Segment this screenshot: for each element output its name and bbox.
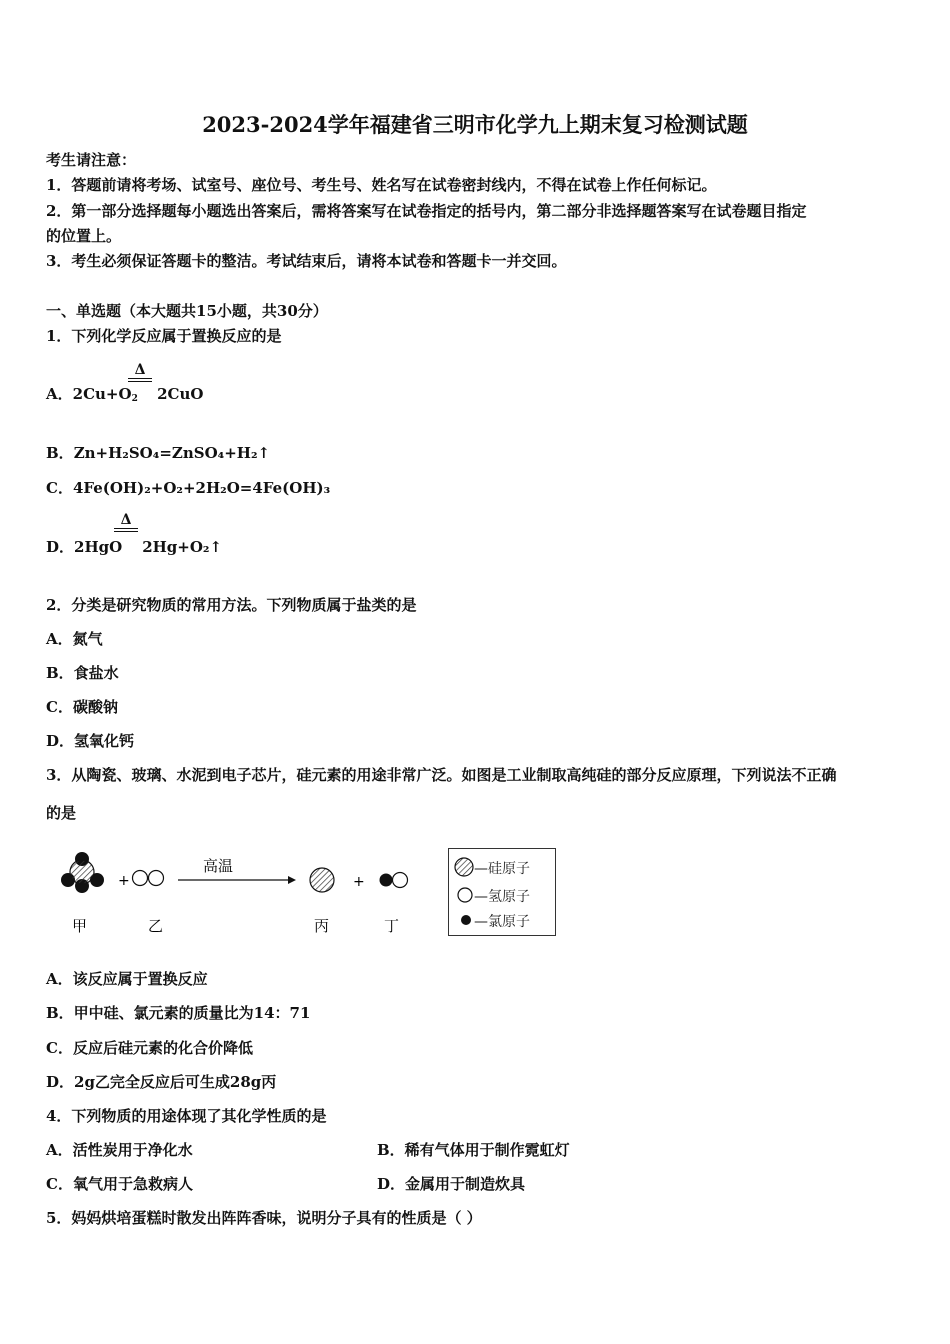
q4-option-c[interactable]: C．氧气用于急救病人 (46, 1175, 193, 1193)
q3-option-c[interactable]: C．反应后硅元素的化合价降低 (46, 1039, 253, 1057)
delta-symbol: Δ (120, 512, 132, 528)
option-label: B． (46, 444, 74, 462)
q3-option-a[interactable]: A．该反应属于置换反应 (46, 970, 208, 988)
q1-a-condition (128, 363, 152, 382)
notice-item-1: 1．答题前请将考场、试室号、座位号、考生号、姓名写在试卷密封线内，不得在试卷上作任何标记。 (46, 176, 717, 194)
notice-item-3: 3．考生必须保证答题卡的整洁。考试结束后，请将本试卷和答题卡一并交回。 (46, 252, 567, 270)
equation-right: 2Hg+O₂↑ (142, 538, 223, 556)
q2-option-d[interactable]: D．氢氧化钙 (46, 732, 135, 750)
legend-hydrogen: —氢原子 (474, 889, 530, 905)
silicon-atom (70, 860, 94, 884)
equation-left: 2Cu+O (72, 385, 132, 403)
equation: Zn+H₂SO₄=ZnSO₄+H₂↑ (73, 444, 271, 462)
notice-item-2-cont: 的位置上。 (46, 227, 122, 245)
equals-bar (128, 381, 152, 382)
equation: 4Fe(OH)₂+O₂+2H₂O=4Fe(OH)₃ (72, 479, 331, 497)
delta-symbol: Δ (134, 362, 146, 378)
option-label: C． (46, 479, 73, 497)
q1-stem: 1．下列化学反应属于置换反应的是 (46, 327, 282, 345)
option-label: A． (46, 385, 73, 403)
q4-option-d[interactable]: D．金属用于制造炊具 (377, 1175, 526, 1193)
subscript: 2 (131, 394, 138, 404)
q3-option-d[interactable]: D．2g乙完全反应后可生成28g丙 (46, 1073, 277, 1091)
molecule-jia (61, 852, 104, 893)
q3-stem-cont: 的是 (46, 804, 77, 822)
chlorine-atom (380, 874, 393, 887)
equals-bar (128, 378, 152, 379)
plus-sign: + (353, 874, 365, 890)
arrow-head (288, 876, 296, 884)
hydrogen-atom (393, 873, 408, 888)
equation-left: 2HgO (74, 538, 123, 556)
molecule-ding (380, 873, 408, 888)
q5-stem: 5．妈妈烘培蛋糕时散发出阵阵香味，说明分子具有的性质是（ ） (46, 1209, 482, 1227)
hydrogen-atom-icon (458, 888, 472, 902)
legend-chlorine: —氯原子 (474, 914, 530, 930)
plus-sign: + (118, 873, 130, 889)
chlorine-atom-icon (461, 915, 471, 925)
q4-option-b[interactable]: B．稀有气体用于制作霓虹灯 (377, 1141, 570, 1159)
q2-stem: 2．分类是研究物质的常用方法。下列物质属于盐类的是 (46, 596, 417, 614)
q1-d-condition (114, 513, 138, 532)
option-label: D． (46, 538, 75, 556)
molecule-bing (310, 868, 334, 892)
silicon-atom-icon (455, 858, 473, 876)
q2-option-b[interactable]: B．食盐水 (46, 664, 119, 682)
q3-option-b[interactable]: B．甲中硅、氯元素的质量比为14：71 (46, 1004, 311, 1022)
q3-stem: 3．从陶瓷、玻璃、水泥到电子芯片，硅元素的用途非常广泛。如图是工业制取高纯硅的部分反应原理，下列说法不正确 (46, 766, 837, 784)
hydrogen-atom (149, 871, 164, 886)
q4-stem: 4．下列物质的用途体现了其化学性质的是 (46, 1107, 327, 1125)
label-jia: 甲 (72, 917, 88, 935)
equals-bar (114, 528, 138, 529)
page-title: 2023-2024学年福建省三明市化学九上期末复习检测试题 (202, 112, 748, 137)
section-heading: 一、单选题（本大题共15小题，共30分） (46, 302, 328, 320)
label-bing: 丙 (314, 917, 330, 935)
label-ding: 丁 (384, 917, 400, 935)
notice-item-2: 2．第一部分选择题每小题选出答案后，需将答案写在试卷指定的括号内，第二部分非选择题答案写在试卷题目指定 (46, 202, 807, 220)
label-yi: 乙 (148, 917, 164, 935)
q1-option-a[interactable] (46, 387, 203, 404)
hydrogen-atom (133, 871, 148, 886)
q2-option-a[interactable]: A．氮气 (46, 630, 103, 648)
reaction-condition: 高温 (203, 857, 234, 875)
legend-silicon: —硅原子 (474, 861, 530, 877)
molecule-yi (133, 871, 164, 886)
equation-right: 2CuO (157, 385, 204, 403)
q2-option-c[interactable]: C．碳酸钠 (46, 698, 118, 716)
q4-option-a[interactable]: A．活性炭用于净化水 (46, 1141, 193, 1159)
q1-option-c[interactable] (46, 481, 330, 496)
q1-option-b[interactable] (46, 446, 270, 461)
equals-bar (114, 531, 138, 532)
notice-heading: 考生请注意： (46, 151, 137, 169)
diagram-legend (448, 848, 556, 936)
q1-option-d[interactable] (46, 540, 222, 555)
